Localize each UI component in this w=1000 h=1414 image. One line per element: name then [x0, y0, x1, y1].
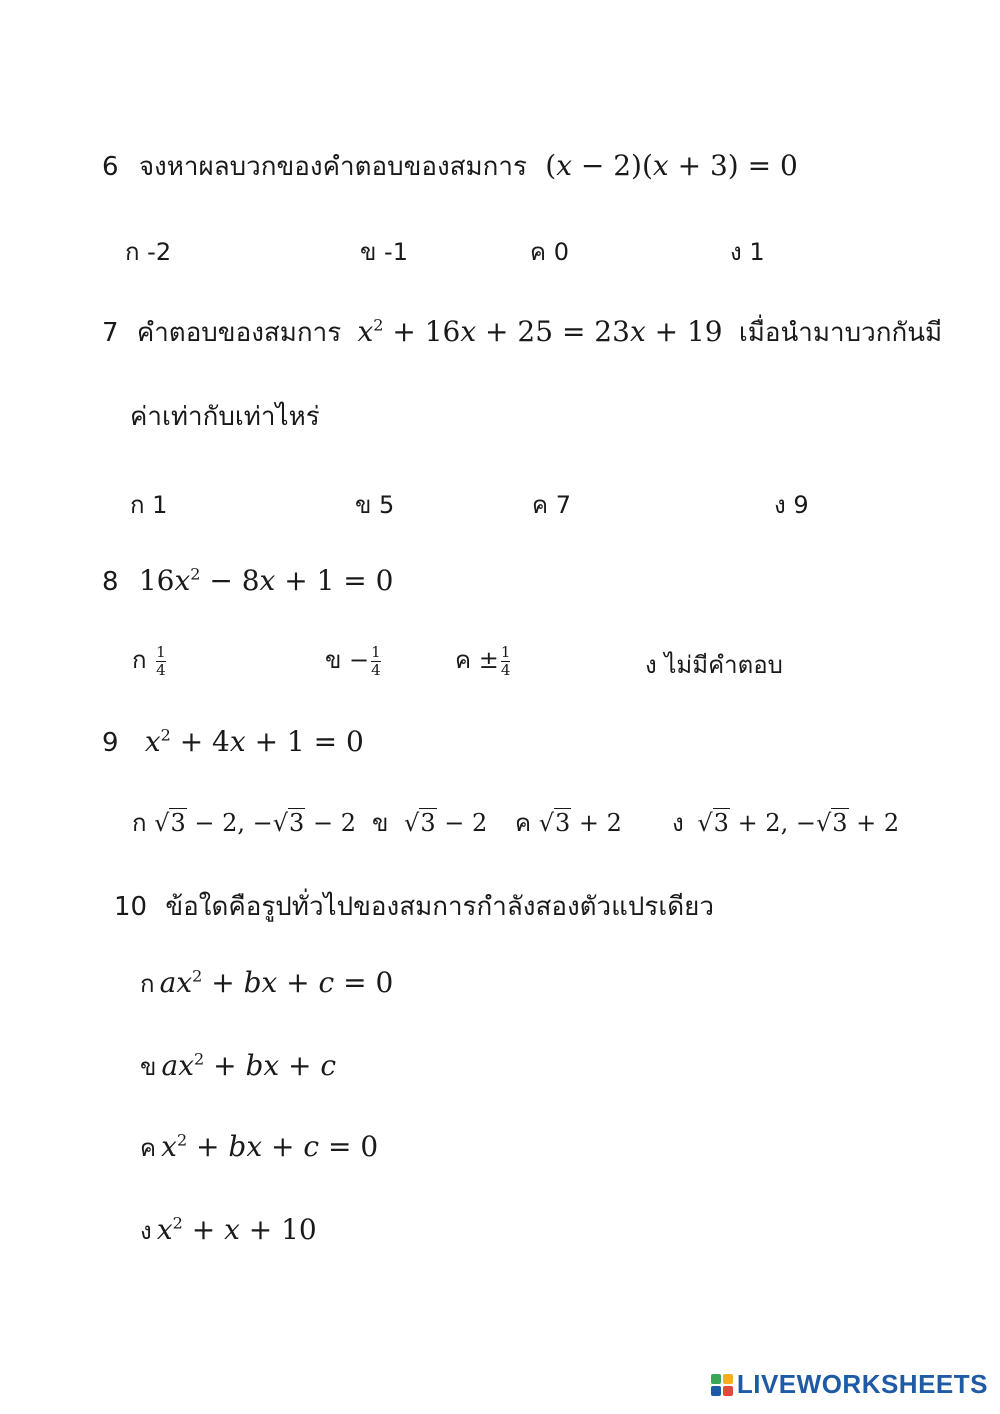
- question-number: 6: [102, 152, 119, 182]
- option-d[interactable]: ง √3 + 2, −√3 + 2: [672, 809, 900, 837]
- option-a[interactable]: ก 1: [130, 491, 168, 519]
- question-number: 10: [114, 892, 148, 922]
- option-c[interactable]: ค 0: [530, 238, 569, 266]
- question-text: จงหาผลบวกของคำตอบของสมการ: [138, 152, 527, 182]
- question-text-line2: ค่าเท่ากับเท่าไหร่: [130, 402, 320, 432]
- equation: $x^2 + 16x + 25 = 23x + 19$: [357, 315, 723, 348]
- option-a[interactable]: ก $ax^2$ + bx + c = 0: [140, 966, 394, 999]
- option-c[interactable]: ค ± $\frac{1}{4}$: [455, 643, 511, 679]
- question-number: 8: [102, 567, 119, 597]
- question-6: [102, 146, 798, 187]
- option-a[interactable]: ก √3 − 2, −√3 − 2: [132, 809, 356, 837]
- question-text: ข้อใดคือรูปทั่วไปของสมการกำลังสองตัวแปรเดียว: [165, 892, 714, 922]
- question-7: [102, 312, 942, 353]
- question-text-cont: เมื่อนำมาบวกกันมี: [738, 318, 943, 348]
- option-a[interactable]: ก $\frac{1}{4}$: [132, 643, 166, 679]
- option-c[interactable]: ค $x^2$ + bx + c = 0: [140, 1130, 379, 1163]
- option-a[interactable]: ก -2: [125, 238, 172, 266]
- fraction: $\frac{1}{4}$: [371, 643, 381, 679]
- equation: $16x^2 - 8x + 1 = 0$: [138, 564, 394, 597]
- logo-mark-icon: [711, 1374, 733, 1396]
- question-8: [102, 564, 393, 597]
- option-b[interactable]: ข − $\frac{1}{4}$: [325, 643, 381, 679]
- option-b[interactable]: ข √3 − 2: [372, 809, 488, 837]
- fraction: $\frac{1}{4}$: [156, 643, 166, 679]
- question-number: 9: [102, 728, 119, 758]
- equation: $x^2 + 4x + 1 = 0$: [144, 725, 364, 758]
- question-number: 7: [102, 318, 119, 348]
- option-d[interactable]: ง 9: [774, 491, 809, 519]
- fraction: $\frac{1}{4}$: [500, 643, 511, 679]
- question-9: [102, 725, 364, 758]
- option-c[interactable]: ค 7: [532, 491, 571, 519]
- question-10: [114, 886, 714, 927]
- option-d[interactable]: ง $x^2 + x + 10$: [140, 1213, 317, 1246]
- logo-text: LIVEWORKSHEETS: [736, 1369, 988, 1399]
- option-d[interactable]: ง ไม่มีคำตอบ: [645, 651, 783, 679]
- option-b[interactable]: ข $ax^2$ + bx + c: [140, 1049, 337, 1082]
- liveworksheets-logo: [711, 1369, 988, 1400]
- question-text: คำตอบของสมการ: [136, 318, 342, 348]
- equation: (x − 2)(x + 3) = 0: [545, 149, 798, 182]
- option-b[interactable]: ข -1: [360, 238, 408, 266]
- option-b[interactable]: ข 5: [355, 491, 395, 519]
- option-c[interactable]: ค √3 + 2: [515, 809, 622, 837]
- option-d[interactable]: ง 1: [730, 238, 765, 266]
